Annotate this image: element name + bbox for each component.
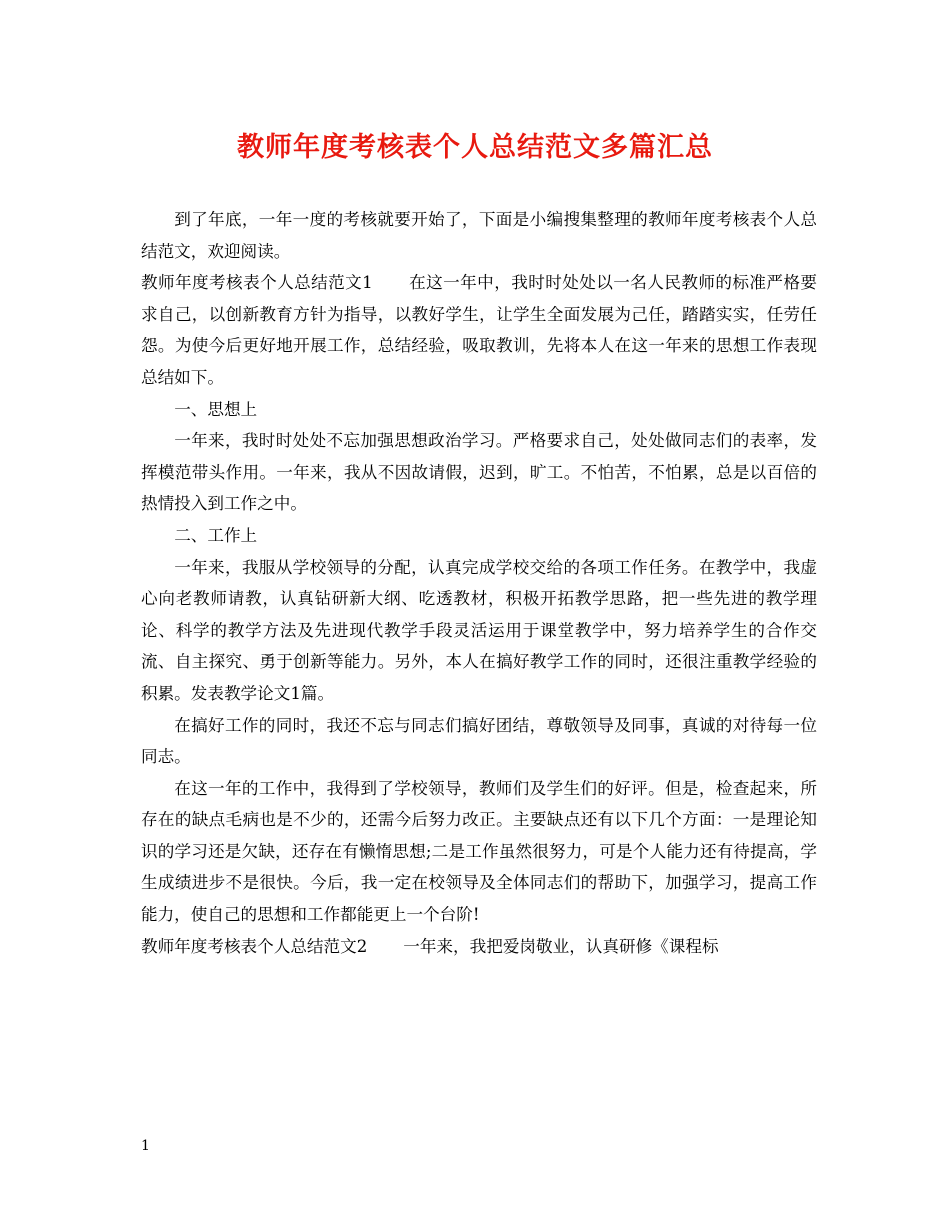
heading-thought: 一、思想上 [174,399,258,419]
document-body [141,204,817,962]
paragraph-thought: 一年来，我时时处处不忘加强思想政治学习。严格要求自己，处处做同志们的表率，发挥模范带头作用。一年来，我从不因故请假，迟到，旷工。不怕苦，不怕累，总是以百倍的热情投入到工作之中。 [141,431,817,514]
section-1-text: 在这一年中，我时时处处以一名人民教师的标准严格要求自己，以创新教育方针为指导，以教好学生，让学生全面发展为己任，踏踏实实，任劳任怨。为使今后更好地开展工作，总结经验，吸取教训，先将本人在这一年来的思想工作表现总结如下。 [141,273,818,387]
paragraph-work: 一年来，我服从学校领导的分配，认真完成学校交给的各项工作任务。在教学中，我虚心向老教师请教，认真钻研新大纲、吃透教材，积极开拓教学思路，把一些先进的教学理论、科学的教学方法及先进现代教学手段灵活运用于课堂教学中，努力培养学生的合作交流、自主探究、勇于创新等能力。另外，本人在搞好教学工作的同时，还很注重教学经验的积累。发表教学论文1篇。 [141,557,817,703]
paragraph-unity: 在搞好工作的同时，我还不忘与同志们搞好团结，尊敬领导及同事，真诚的对待每一位同志。 [141,715,817,767]
page-number: 1 [141,1138,150,1154]
section-1-label: 教师年度考核表个人总结范文1 [141,273,373,293]
document-title: 教师年度考核表个人总结范文多篇汇总 [237,132,713,163]
section-2-text: 一年来，我把爱岗敬业，认真研修《课程标 [403,936,719,956]
paragraph-review: 在这一年的工作中，我得到了学校领导，教师们及学生们的好评。但是，检查起来，所存在的缺点毛病也是不少的，还需今后努力改正。主要缺点还有以下几个方面：一是理论知识的学习还是欠缺，还存在有懒惰思想;二是工作虽然很努力，可是个人能力还有待提高，学生成绩进步不是很快。今后，我一定在校领导及全体同志们的帮助下，加强学习，提高工作能力，使自己的思想和工作都能更上一个台阶! [141,778,817,925]
heading-work: 二、工作上 [174,525,258,545]
intro-paragraph: 到了年底，一年一度的考核就要开始了，下面是小编搜集整理的教师年度考核表个人总结范文，欢迎阅读。 [141,210,817,261]
section-2-label: 教师年度考核表个人总结范文2 [141,936,368,956]
section-2-paragraph [141,931,817,963]
section-1-paragraph [141,267,817,393]
